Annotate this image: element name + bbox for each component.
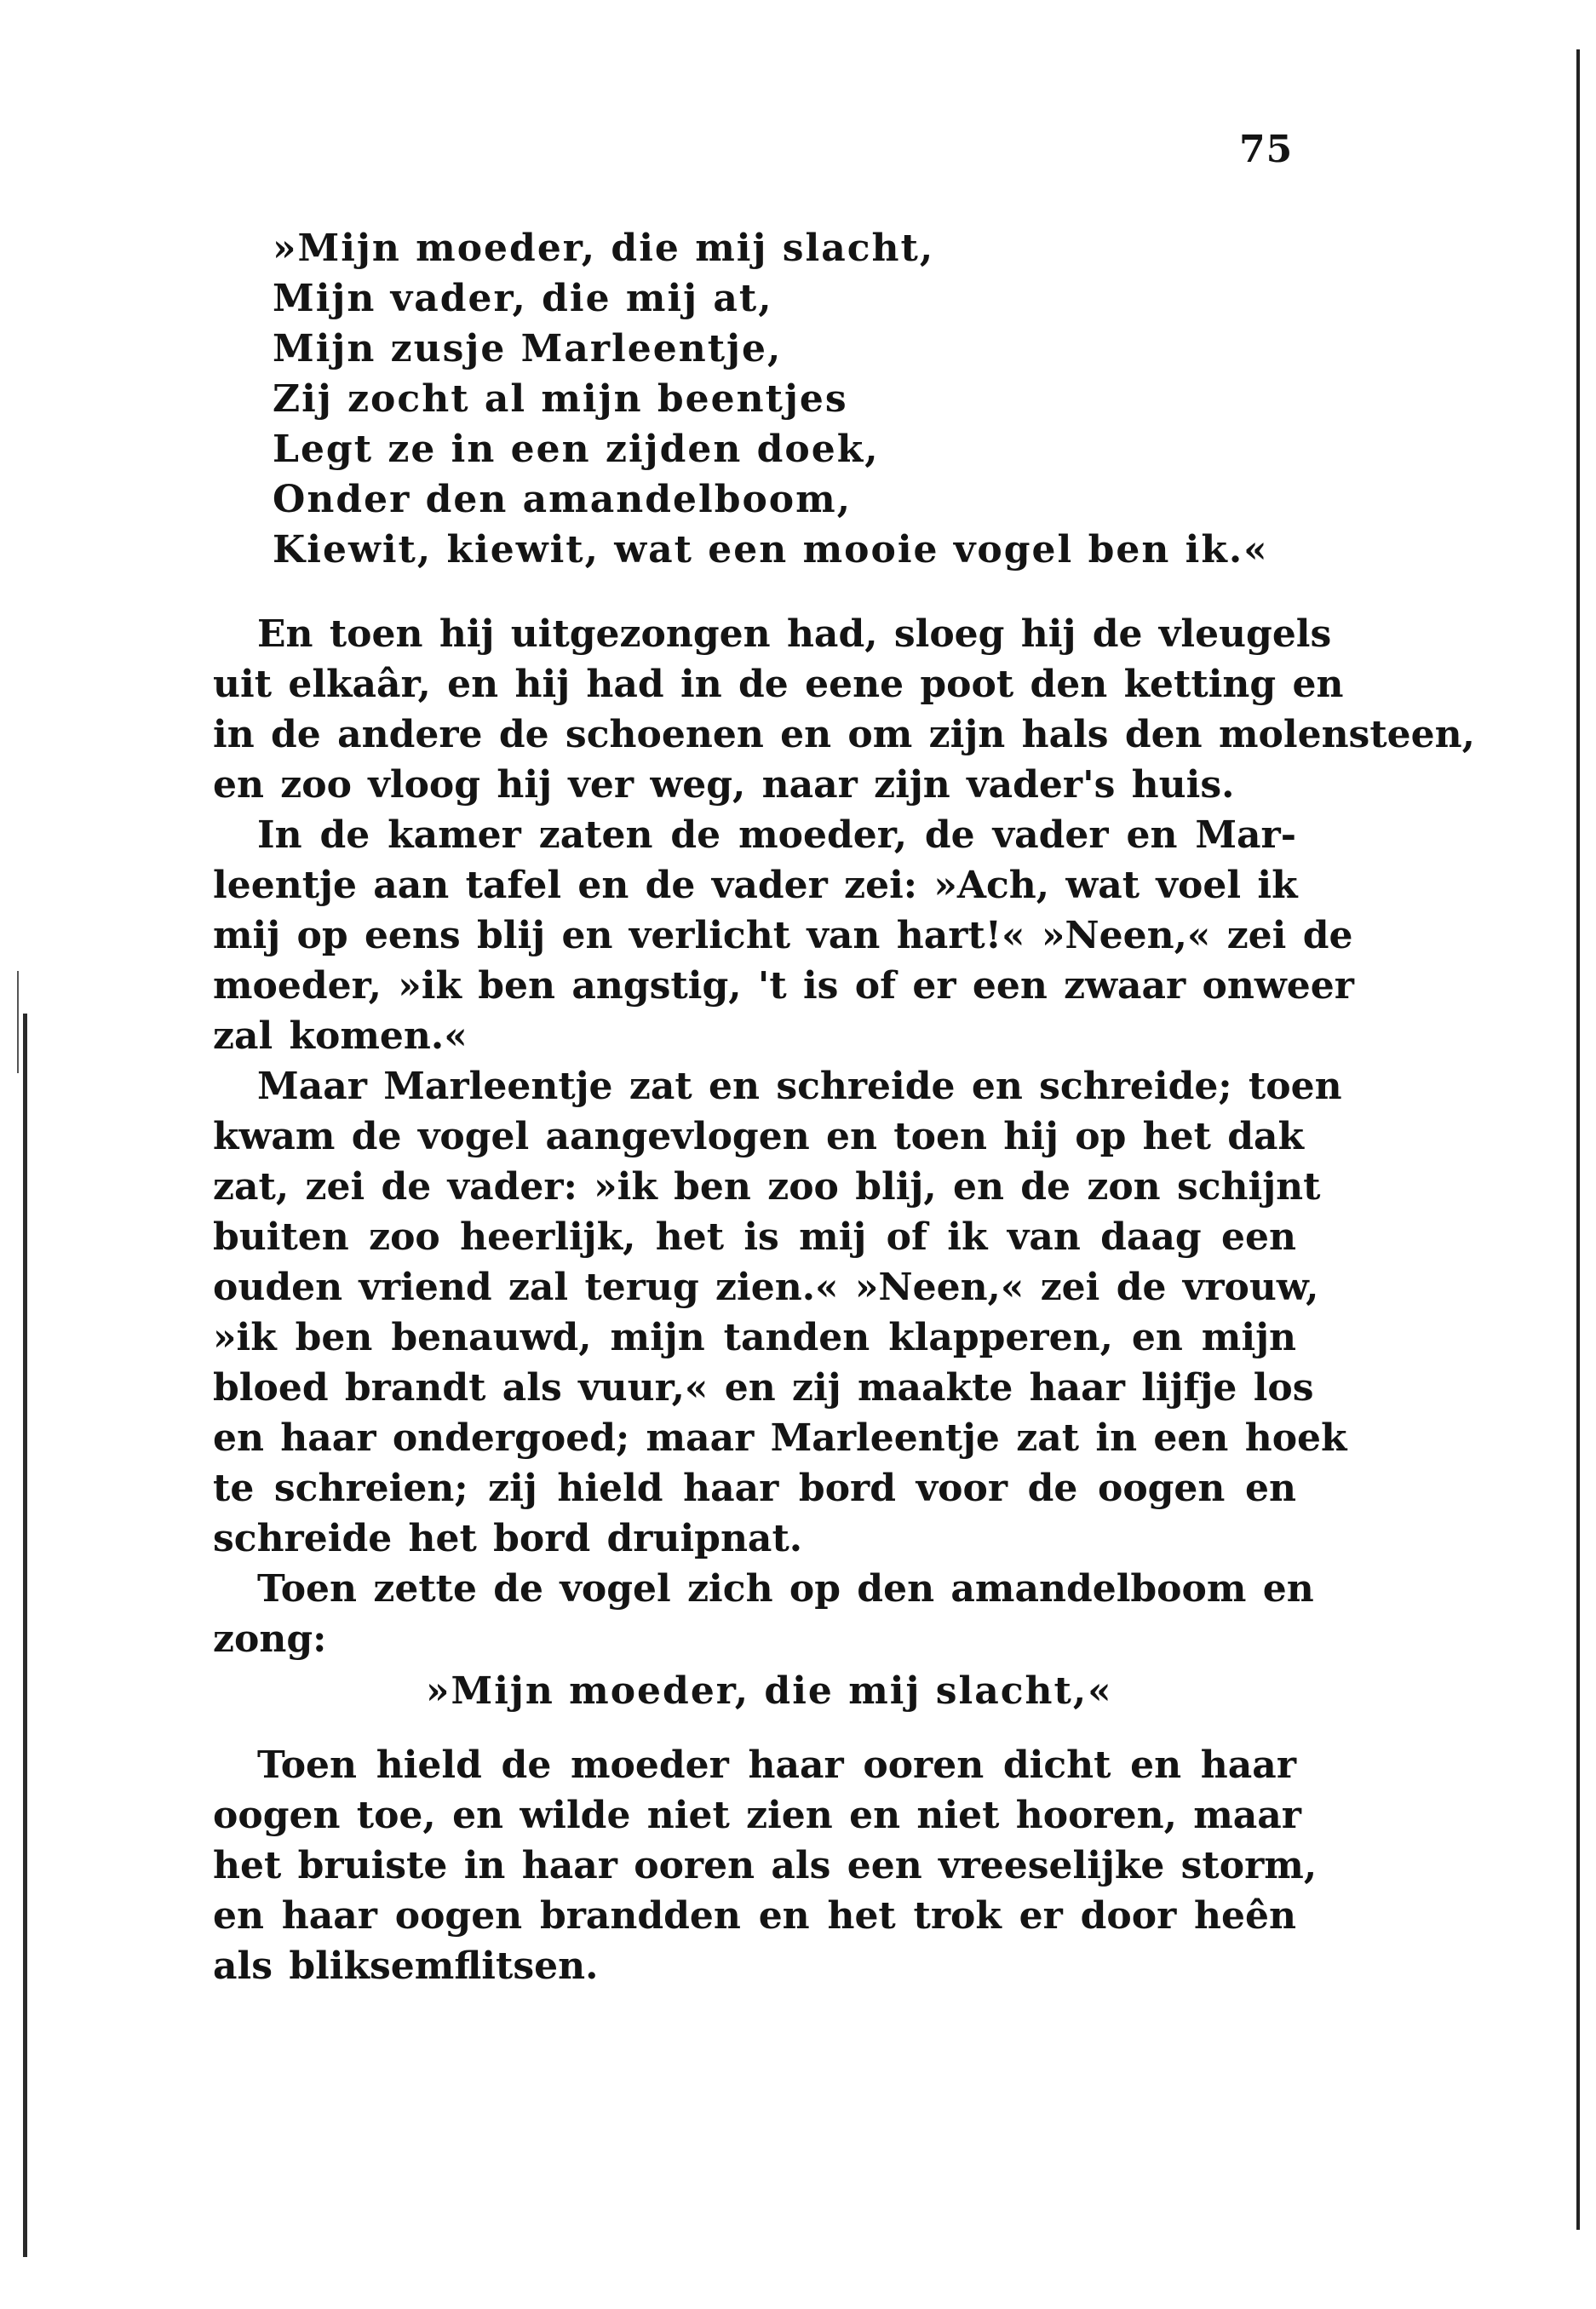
scan-edge-right xyxy=(1576,49,1580,2230)
text-line: ouden vriend zal terug zien.« »Neen,« zei de vrouw, xyxy=(213,1266,1319,1309)
text-line: leentje aan tafel en de vader zei: »Ach, wat voel ik xyxy=(213,864,1298,907)
verse-line: Kiewit, kiewit, wat een mooie vogel ben ik.« xyxy=(273,528,1269,572)
text-line: Toen zette de vogel zich op den amandelboom en xyxy=(257,1567,1314,1611)
verse-block xyxy=(273,223,1380,575)
text-line: in de andere de schoenen en om zijn hals den molensteen, xyxy=(213,713,1475,756)
paragraph-4 xyxy=(213,1564,1314,1664)
text-line: en zoo vloog hij ver weg, naar zijn vader's huis. xyxy=(213,763,1235,807)
scan-edge-left xyxy=(23,1014,27,2257)
text-line: zal komen.« xyxy=(213,1014,468,1058)
text-line: en haar ondergoed; maar Marleentje zat in een hoek xyxy=(213,1416,1347,1460)
verse-line: Mijn vader, die mij at, xyxy=(273,277,773,320)
text-line: oogen toe, en wilde niet zien en niet hooren, maar xyxy=(213,1794,1301,1837)
paragraph-3 xyxy=(213,1061,1347,1564)
text-line: bloed brandt als vuur,« en zij maakte haar lijfje los xyxy=(213,1366,1314,1410)
verse-line: Mijn zusje Marleentje, xyxy=(273,327,783,370)
text-line: kwam de vogel aangevlogen en toen hij op het dak xyxy=(213,1115,1305,1158)
text-line: te schreien; zij hield haar bord voor de oogen en xyxy=(213,1467,1296,1510)
text-line: mij op eens blij en verlicht van hart!« »Neen,« zei de xyxy=(213,914,1353,957)
text-line: »ik ben benauwd, mijn tanden klapperen, en mijn xyxy=(213,1316,1296,1359)
verse-refrain: »Mijn moeder, die mij slacht,« xyxy=(426,1669,1113,1713)
text-line: Maar Marleentje zat en schreide en schreide; toen xyxy=(257,1065,1342,1108)
scan-edge-left-thin xyxy=(17,971,19,1073)
text-line: als bliksemflitsen. xyxy=(213,1944,599,1988)
text-line: en haar oogen brandden en het trok er door heên xyxy=(213,1894,1296,1938)
paragraph-2 xyxy=(213,810,1354,1061)
text-line: uit elkaâr, en hij had in de eene poot den ketting en xyxy=(213,663,1344,706)
prose-body xyxy=(213,609,1475,1991)
verse-line: Legt ze in een zijden doek, xyxy=(273,428,880,471)
verse-line: »Mijn moeder, die mij slacht, xyxy=(273,227,935,270)
paragraph-5 xyxy=(213,1740,1318,1991)
text-line: buiten zoo heerlijk, het is mij of ik van daag een xyxy=(213,1215,1296,1259)
verse-line: Zij zocht al mijn beentjes xyxy=(273,377,848,421)
page-number: 75 xyxy=(1239,128,1294,171)
text-line: het bruiste in haar ooren als een vreeselijke storm, xyxy=(213,1844,1318,1887)
paragraph-1 xyxy=(213,609,1475,810)
text-line: In de kamer zaten de moeder, de vader en Mar- xyxy=(257,813,1296,857)
text-line: schreide het bord druipnat. xyxy=(213,1517,803,1560)
text-line: moeder, »ik ben angstig, 't is of er een zwaar onweer xyxy=(213,964,1354,1008)
text-line: Toen hield de moeder haar ooren dicht en haar xyxy=(257,1743,1296,1787)
text-line: zat, zei de vader: »ik ben zoo blij, en de zon schijnt xyxy=(213,1165,1321,1209)
text-line: En toen hij uitgezongen had, sloeg hij de vleugels xyxy=(257,612,1332,656)
text-line: zong: xyxy=(213,1617,327,1661)
verse-line: Onder den amandelboom, xyxy=(273,478,853,521)
